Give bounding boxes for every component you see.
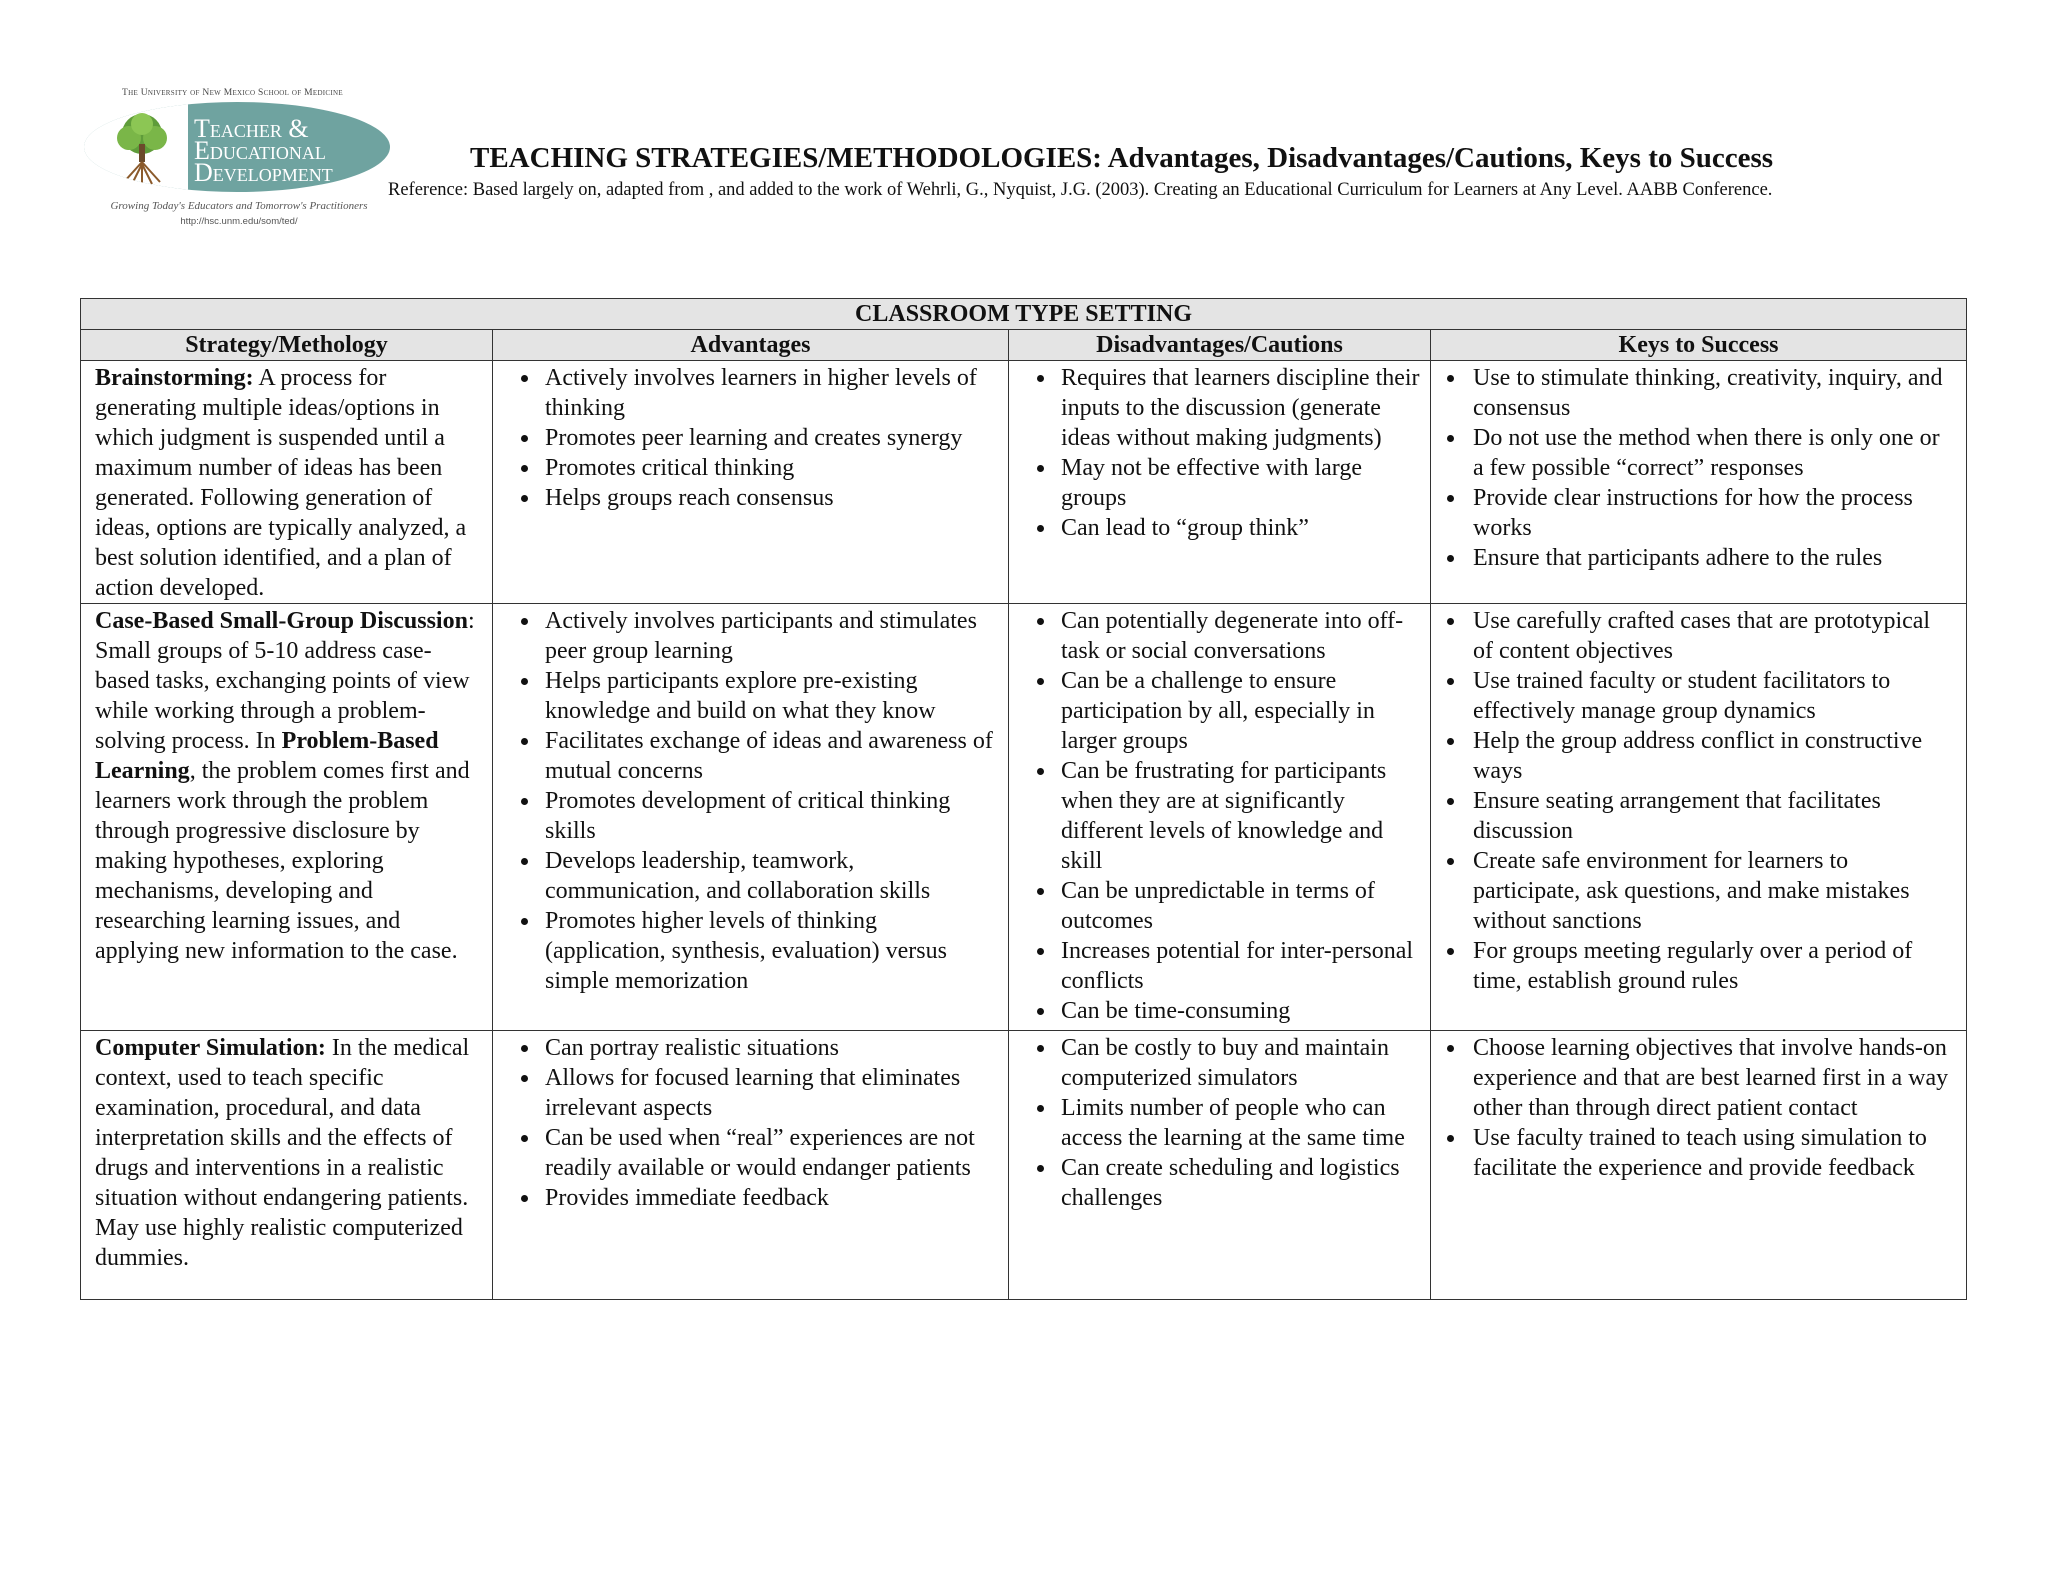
list-item: • Provides immediate feedback: [541, 1183, 998, 1213]
list-item: • Promotes peer learning and creates synergy: [541, 423, 998, 453]
list-item: • Limits number of people who can access the learning at the same time: [1057, 1093, 1420, 1153]
strategy-description: : Small groups of 5-10 address case-based tasks, exchanging points of view while working through a problem-solving process. In: [95, 608, 475, 754]
keys-cell: [1431, 361, 1967, 604]
list-item: • Use carefully crafted cases that are prototypical of content objectives: [1467, 606, 1956, 666]
keys-cell: [1431, 604, 1967, 1031]
list-item: • Use to stimulate thinking, creativity, inquiry, and consensus: [1467, 363, 1956, 423]
list-item: • Ensure that participants adhere to the rules: [1467, 543, 1956, 573]
logo-tagline: Growing Today's Educators and Tomorrow's Practitioners: [110, 200, 368, 212]
list-item: • Can be time-consuming: [1057, 996, 1420, 1026]
strategy-description: In the medical context, used to teach specific examination, procedural, and data interpretation skills and the effects of drugs and interventions in a realistic situation without endangering patients. May use highly realistic computerized dummies.: [95, 1035, 470, 1271]
list-item: • Can be frustrating for participants when they are at significantly different levels of knowledge and skill: [1057, 756, 1420, 876]
list-item: • Requires that learners discipline their inputs to the discussion (generate ideas without making judgments): [1057, 363, 1420, 453]
list-item: • Increases potential for inter-personal conflicts: [1057, 936, 1420, 996]
list-item: • Can be unpredictable in terms of outcomes: [1057, 876, 1420, 936]
tree-icon: [102, 108, 182, 188]
list-item: • Help the group address conflict in constructive ways: [1467, 726, 1956, 786]
list-item: • Promotes higher levels of thinking (application, synthesis, evaluation) versus simple memorization: [541, 906, 998, 996]
disadvantages-cell: [1009, 604, 1431, 1031]
keys-cell: [1431, 1031, 1967, 1300]
strategy-cell: [81, 604, 493, 1031]
logo-university-line: The University of New Mexico School of Medicine: [122, 88, 343, 98]
column-header-disadvantages: Disadvantages/Cautions: [1009, 330, 1431, 361]
list-item: • Can be used when “real” experiences are not readily available or would endanger patients: [541, 1123, 998, 1183]
list-item: • Do not use the method when there is only one or a few possible “correct” responses: [1467, 423, 1956, 483]
column-header-keys: Keys to Success: [1431, 330, 1967, 361]
list-item: • Can be costly to buy and maintain computerized simulators: [1057, 1033, 1420, 1093]
list-item: • For groups meeting regularly over a period of time, establish ground rules: [1467, 936, 1956, 996]
list-item: • Can create scheduling and logistics challenges: [1057, 1153, 1420, 1213]
list-item: • Can portray realistic situations: [541, 1033, 998, 1063]
strategy-cell: [81, 1031, 493, 1300]
list-item: • Can lead to “group think”: [1057, 513, 1420, 543]
advantages-cell: [493, 604, 1009, 1031]
strategy-name: Computer Simulation:: [95, 1035, 326, 1061]
list-item: • Actively involves participants and stimulates peer group learning: [541, 606, 998, 666]
strategy-cell: [81, 361, 493, 604]
setting-header: CLASSROOM TYPE SETTING: [81, 299, 1967, 330]
strategies-table: [80, 298, 1966, 1300]
list-item: • Helps participants explore pre-existing knowledge and build on what they know: [541, 666, 998, 726]
disadvantages-cell: [1009, 361, 1431, 604]
list-item: • Can potentially degenerate into off-task or social conversations: [1057, 606, 1420, 666]
setting-header-row: [81, 299, 1967, 330]
list-item: • Ensure seating arrangement that facilitates discussion: [1467, 786, 1956, 846]
list-item: • May not be effective with large groups: [1057, 453, 1420, 513]
list-item: • Allows for focused learning that eliminates irrelevant aspects: [541, 1063, 998, 1123]
list-item: • Promotes critical thinking: [541, 453, 998, 483]
list-item: • Promotes development of critical thinking skills: [541, 786, 998, 846]
table-row-computer-simulation: [81, 1031, 1967, 1300]
list-item: • Use trained faculty or student facilitators to effectively manage group dynamics: [1467, 666, 1956, 726]
list-item: • Can be a challenge to ensure participation by all, especially in larger groups: [1057, 666, 1420, 756]
list-item: • Develops leadership, teamwork, communication, and collaboration skills: [541, 846, 998, 906]
strategy-name: Case-Based Small-Group Discussion: [95, 608, 468, 634]
strategy-subname: Problem-Based Learning: [95, 728, 439, 784]
table-row-case-based-discussion: [81, 604, 1967, 1031]
logo-brand-text: Teacher & Educational Development: [194, 114, 333, 187]
strategy-name: Brainstorming:: [95, 365, 254, 391]
column-header-row: [81, 330, 1967, 361]
list-item: • Use faculty trained to teach using simulation to facilitate the experience and provide feedback: [1467, 1123, 1956, 1183]
column-header-advantages: Advantages: [493, 330, 1009, 361]
list-item: • Provide clear instructions for how the process works: [1467, 483, 1956, 543]
logo-oval: [84, 102, 390, 192]
list-item: • Actively involves learners in higher levels of thinking: [541, 363, 998, 423]
ted-logo: [80, 88, 398, 238]
advantages-cell: [493, 361, 1009, 604]
advantages-cell: [493, 1031, 1009, 1300]
table-row-brainstorming: [81, 361, 1967, 604]
list-item: • Choose learning objectives that involve hands-on experience and that are best learned first in a way other than through direct patient contact: [1467, 1033, 1956, 1123]
strategy-description-continued: , the problem comes first and learners work through the problem through progressive disclosure by making hypotheses, exploring mechanisms, developing and researching learning issues, and applying new information to the case.: [95, 758, 470, 964]
column-header-strategy: Strategy/Methology: [81, 330, 493, 361]
reference-line: Reference: Based largely on, adapted from , and added to the work of Wehrli, G., Nyquist, J.G. (2003). Creating an Educational Curriculum for Learners at Any Level. AABB Conference.: [388, 180, 1773, 200]
list-item: • Create safe environment for learners to participate, ask questions, and make mistakes without sanctions: [1467, 846, 1956, 936]
list-item: • Helps groups reach consensus: [541, 483, 998, 513]
page-title: TEACHING STRATEGIES/METHODOLOGIES: Advantages, Disadvantages/Cautions, Keys to Success: [470, 142, 1774, 174]
logo-url: http://hsc.unm.edu/som/ted/: [180, 216, 298, 227]
disadvantages-cell: [1009, 1031, 1431, 1300]
list-item: • Facilitates exchange of ideas and awareness of mutual concerns: [541, 726, 998, 786]
strategy-description: A process for generating multiple ideas/options in which judgment is suspended until a maximum number of ideas has been generated. Following generation of ideas, options are typically analyzed, a best solution identified, and a plan of action developed.: [95, 365, 467, 601]
